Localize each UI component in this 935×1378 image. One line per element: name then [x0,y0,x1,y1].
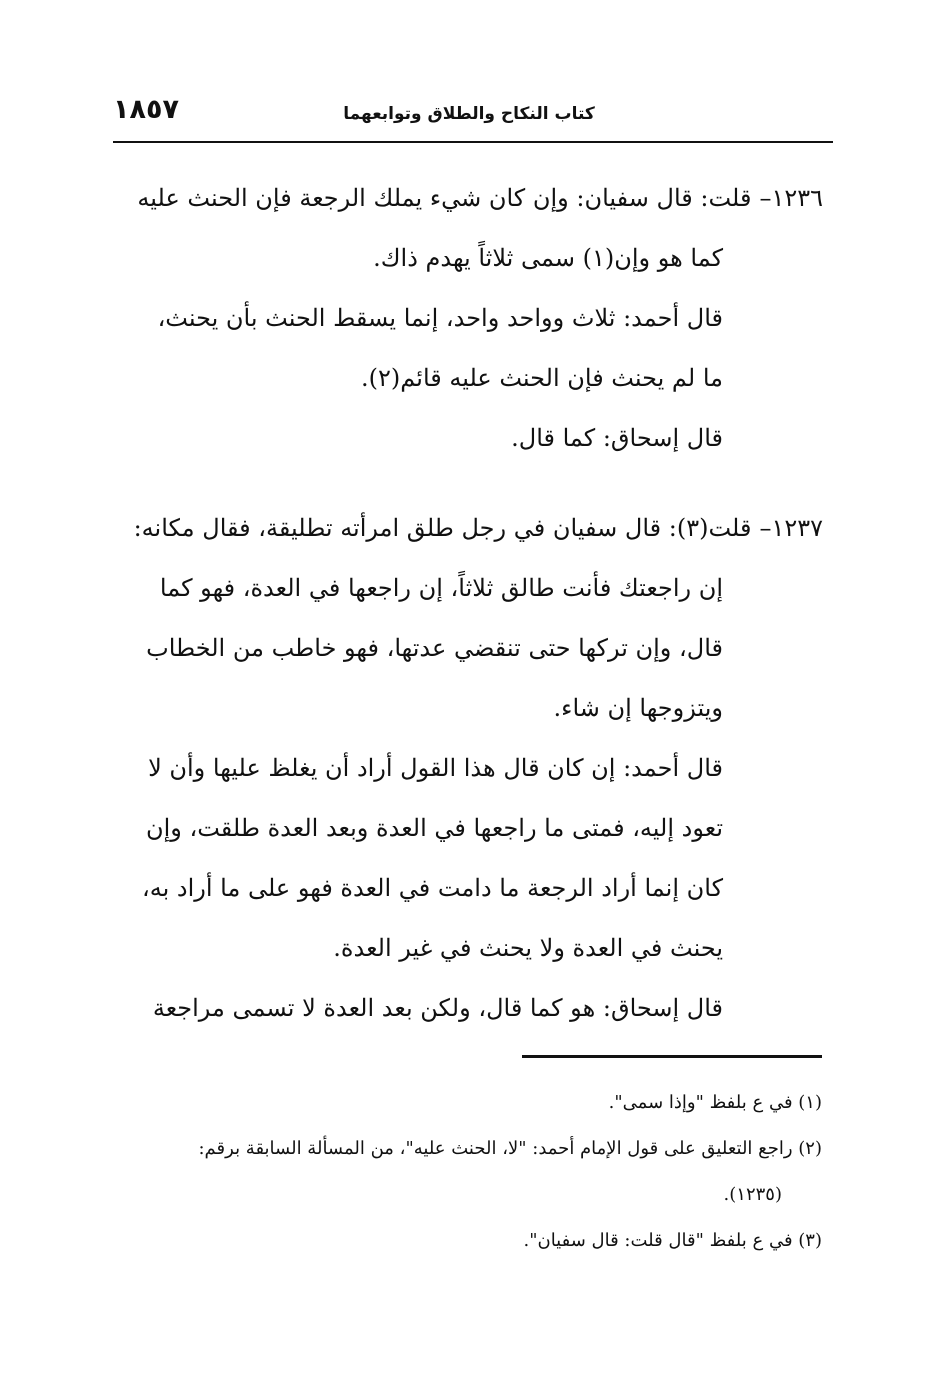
entry-number: ١٢٣٧– [759,514,823,542]
text-line: قال، وإن تركها حتى تنقضي عدتها، فهو خاطب من الخطاب [146,634,723,662]
page-number: ١٨٥٧ [113,94,179,125]
text-line: تعود إليه، فمتى ما راجعها في العدة وبعد العدة طلقت، وإن [145,814,723,842]
entry-number: ١٢٣٦– [759,184,823,212]
text-line: كان إنما أراد الرجعة ما دامت في العدة فهو على ما أراد به، [142,874,723,902]
header-rule [113,141,833,143]
footnotes [110,1080,822,1264]
footnote-2: (٢) راجع التعليق على قول الإمام أحمد: "لا، الحنث عليه"، من المسألة السابقة برقم: [198,1138,822,1159]
text-line: ويتزوجها إن شاء. [553,694,723,722]
text-line: قلت: قال سفيان: وإن كان شيء يملك الرجعة فإن الحنث عليه [137,184,752,212]
text-line: قال أحمد: ثلاث وواحد واحد، إنما يسقط الحنث بأن يحنث، [157,304,723,332]
entry-1237 [111,498,823,1038]
text-line: قال أحمد: إن كان قال هذا القول أراد أن يغلظ عليها وأن لا [148,754,723,782]
entry-first-line [111,168,823,228]
text-line: ما لم يحنث فإن الحنث عليه قائم(٢). [361,364,723,392]
text-line: قال إسحاق: هو كما قال، ولكن بعد العدة لا تسمى مراجعة [152,994,723,1022]
text-line: قلت(٣): قال سفيان في رجل طلق امرأته تطليقة، فقال مكانه: [133,514,752,542]
text-line: إن راجعتك فأنت طالق ثلاثاً، إن راجعها في العدة، فهو كما [159,574,723,602]
footnote-rule [522,1055,822,1058]
text-line: قال إسحاق: كما قال. [511,424,723,452]
footnote-2-continued: (١٢٣٥). [723,1184,782,1205]
running-title: كتاب النكاح والطلاق وتوابعهما [343,104,595,124]
text-line: يحنث في العدة ولا يحنث في غير العدة. [333,934,723,962]
text-line: كما هو وإن(١) سمى ثلاثاً يهدم ذاك. [373,244,723,272]
footnote-3: (٣) في ع بلفظ "قال قلت: قال سفيان". [523,1230,822,1251]
running-header [113,92,825,140]
footnote-1: (١) في ع بلفظ "وإذا سمى". [608,1092,822,1113]
entry-1236 [111,168,823,468]
entry-first-line [111,498,823,558]
